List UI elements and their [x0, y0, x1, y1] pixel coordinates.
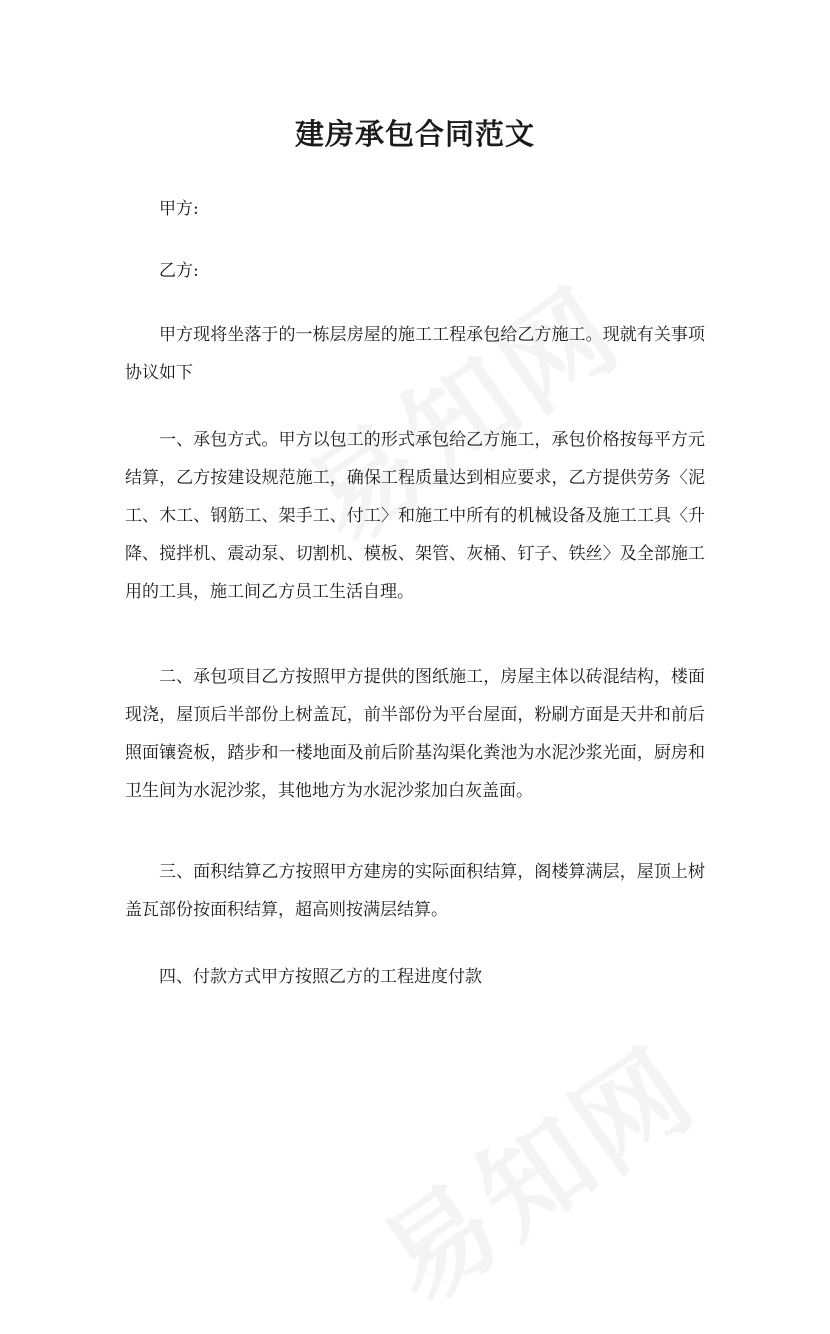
party-b-label: 乙方:: [159, 261, 199, 281]
section-2-paragraph: 二、承包项目乙方按照甲方提供的图纸施工，房屋主体以砖混结构，楼面现浇，屋顶后半部份上树盖瓦，前半部份为平台屋面，粉刷方面是天井和前后照面镶瓷板，踏步和一楼地面及前后阶基沟渠化粪池为水泥沙浆光面，厨房和卫生间为水泥沙浆，其他地方为水泥沙浆加白灰盖面。: [125, 667, 705, 801]
watermark: [346, 1004, 722, 1333]
section-4-paragraph: 四、付款方式甲方按照乙方的工程进度付款: [159, 967, 482, 987]
intro-paragraph: 甲方现将坐落于的一栋层房屋的施工工程承包给乙方施工。现就有关事项协议如下: [125, 325, 705, 383]
section-1-paragraph: 一、承包方式。甲方以包工的形式承包给乙方施工，承包价格按每平方元结算，乙方按建设规范施工，确保工程质量达到相应要求，乙方提供劳务〈泥工、木工、钢筋工、架手工、付工〉和施工中所有的机械设备及施工工具〈升降、搅拌机、震动泵、切割机、模板、架管、灰桶、钉子、铁丝〉及全部施工用的工具，施工间乙方员工生活自理。: [125, 430, 705, 602]
party-a-label: 甲方:: [159, 199, 199, 219]
section-3-paragraph: 三、面积结算乙方按照甲方建房的实际面积结算，阁楼算满层，屋顶上树盖瓦部份按面积结算，超高则按满层结算。: [125, 862, 705, 920]
document-title: 建房承包合同范文: [294, 117, 535, 151]
